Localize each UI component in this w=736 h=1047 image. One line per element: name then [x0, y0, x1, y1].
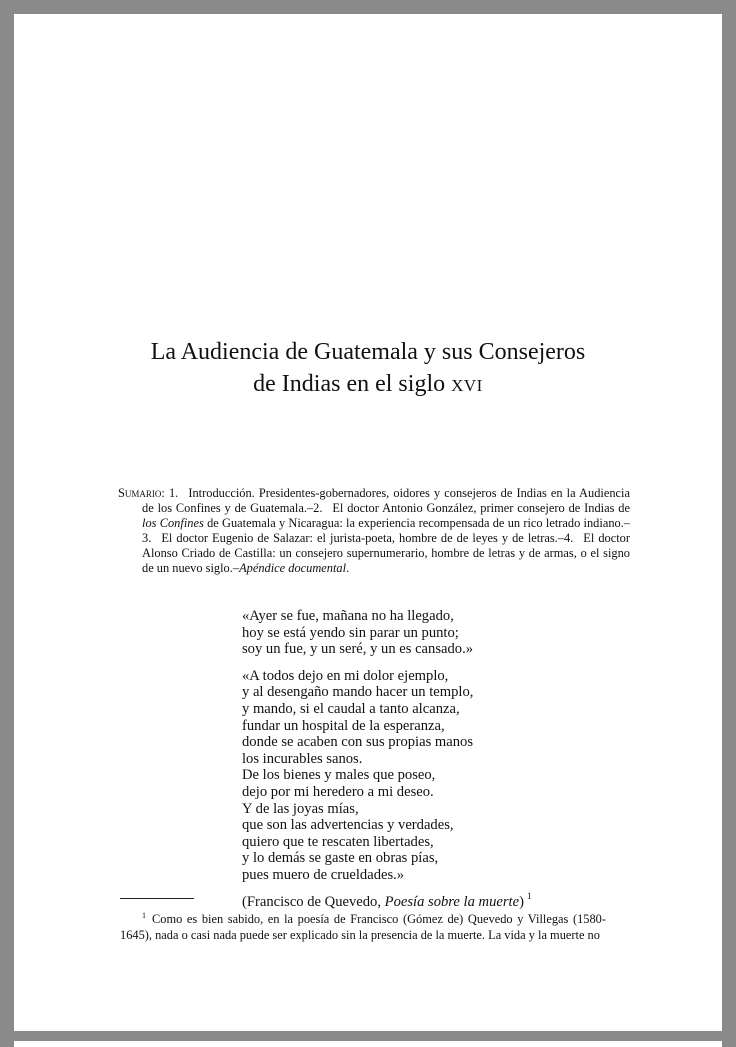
document-page [14, 14, 722, 1031]
next-page-edge [14, 1041, 722, 1047]
poem-verse: y al desengaño mando hacer un templo, [242, 684, 474, 701]
article-title [14, 336, 722, 400]
summary-item-2-italic: los Confines [142, 515, 204, 530]
poem-verse: y mando, si el caudal a tanto alcanza, [242, 700, 460, 717]
summary-item-4: El doctor Alonso Criado de Castilla: un consejero supernumerario, hombre de letras y de armas, o el signo de un nuevo siglo.– [142, 530, 630, 575]
poem-verse: hoy se está yendo sin parar un punto; [242, 624, 459, 641]
title-century: xvi [451, 371, 483, 397]
footnote-reference[interactable]: 1 [526, 890, 532, 901]
summary-item-2: El doctor Antonio González, primer consejero de Indias de [332, 500, 630, 515]
summary-number-1: 1. [168, 486, 179, 500]
poem-verse: Y de las joyas mías, [242, 800, 359, 817]
poem-attribution [242, 888, 602, 911]
poem-verse: «A todos dejo en mi dolor ejemplo, [242, 667, 449, 684]
footnote-separator [120, 898, 194, 899]
poem-verse: soy un fue, y un seré, y un es cansado.» [242, 641, 474, 658]
epigraph-poem [242, 608, 602, 910]
poem-verse: «Ayer se fue, mañana no ha llegado, [242, 608, 454, 624]
attribution-close: ) [519, 893, 524, 910]
title-line-1: La Audiencia de Guatemala y sus Consejeros [150, 339, 586, 365]
summary-paragraph [118, 486, 630, 575]
poem-verse: dejo por mi heredero a mi deseo. [242, 783, 434, 800]
footnote-number: 1 [142, 911, 146, 920]
poem-verse: fundar un hospital de la esperanza, [242, 717, 445, 734]
summary-item-1: Introducción. Presidentes-gobernadores, oidores y consejeros de Indias en la Audiencia de los Confines y de Guatemala.–2. [142, 486, 630, 515]
summary-item-2-end: de Guatemala y Nicaragua: la experiencia recompensada de un rico letrado indiano.–3. [142, 515, 631, 545]
poem-stanza-2 [242, 668, 602, 884]
footnote [120, 908, 606, 943]
poem-verse: que son las advertencias y verdades, [242, 817, 454, 834]
poem-verse: De los bienes y males que poseo, [242, 767, 436, 784]
poem-verse: los incurables sanos. [242, 750, 363, 767]
poem-verse: y lo demás se gaste en obras pías, [242, 850, 439, 867]
attribution-work: Poesía sobre la muerte [384, 893, 520, 910]
poem-verse: quiero que te rescaten libertades, [242, 833, 434, 850]
poem-verse: pues muero de crueldades.» [242, 866, 405, 883]
footnote-text: Como es bien sabido, en la poesía de Francisco (Gómez de) Quevedo y Villegas (1580-1645), nada o casi nada puede ser explicado sin la presencia de la muerte. La vida y la muerte no [120, 912, 606, 942]
poem-verse: donde se acaben con sus propias manos [242, 734, 474, 751]
summary-item-3: El doctor Eugenio de Salazar: el jurista-poeta, hombre de de leyes y de letras.–4. [161, 530, 574, 545]
attribution-author: (Francisco de Quevedo, [242, 893, 385, 910]
summary-period: . [346, 560, 350, 575]
summary-label: Sumario: [118, 486, 165, 500]
poem-stanza-1 [242, 608, 602, 658]
summary-appendix: Apéndice documental [239, 560, 347, 575]
title-line-2 [14, 368, 722, 400]
title-line-2-text: de Indias en el siglo [253, 371, 452, 397]
